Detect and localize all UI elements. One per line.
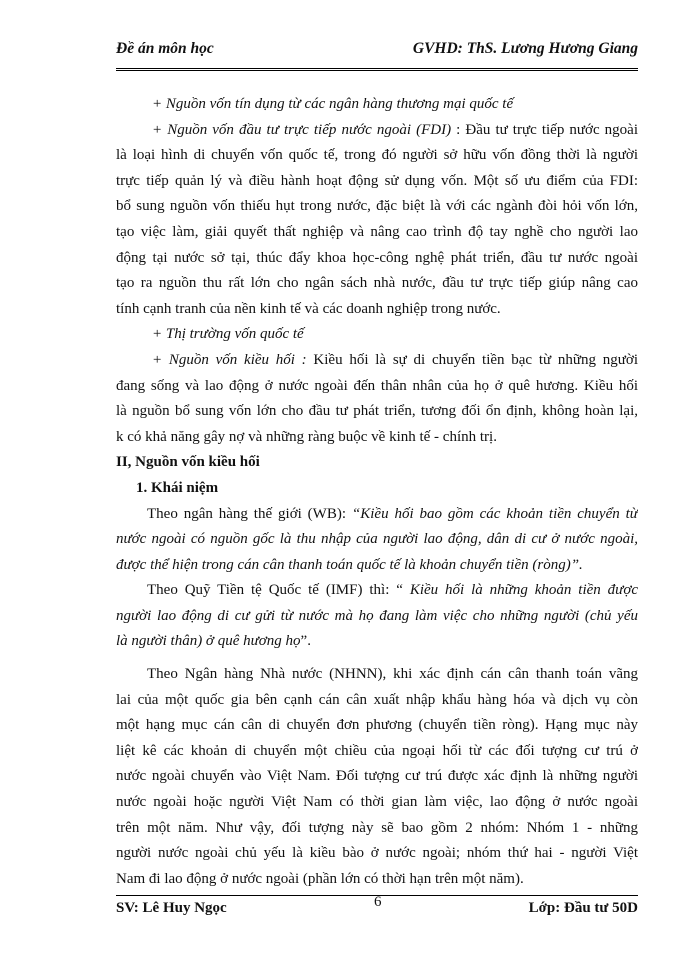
text-line: Theo ngân hàng thế giới (WB): bbox=[147, 505, 352, 522]
page-body bbox=[116, 92, 638, 892]
section-heading: II, Nguồn vốn kiều hối bbox=[116, 454, 260, 471]
paragraph-line: nước ngoài có nguồn gốc là thu nhập của người lao động, dân di cư ở nước ngoài, bbox=[116, 531, 638, 548]
paragraph-line: liệt kê các khoản di chuyển một chiều của ngoại hối từ các đối tượng cư trú ở bbox=[116, 742, 638, 759]
paragraph-line bbox=[116, 348, 638, 374]
paragraph-line: tính cạnh tranh của nền kinh tế và các doanh nghiệp trong nước. bbox=[116, 300, 501, 317]
paragraph-line: là loại hình di chuyển vốn quốc tế, trong đó người sở hữu vốn đồng thời là người bbox=[116, 147, 638, 164]
text-line: Kiều hối là những khoản tiền được bbox=[409, 582, 638, 599]
footer-student: SV: Lê Huy Ngọc bbox=[116, 899, 227, 916]
text-line: + Nguồn vốn kiều hối : bbox=[152, 351, 307, 368]
paragraph-line: một hạng mục cán cân di chuyển đơn phương (chuyển tiền ròng). Hạng mục này bbox=[116, 717, 638, 734]
paragraph-line bbox=[116, 92, 638, 118]
paragraph-line bbox=[116, 578, 638, 604]
header-advisor: GVHD: ThS. Lương Hương Giang bbox=[412, 40, 638, 57]
paragraph-line: + Thị trường vốn quốc tế bbox=[152, 326, 304, 343]
text-line: ”. bbox=[300, 633, 311, 650]
paragraph-line: người nước ngoài chủ yếu là kiều bào ở nước ngoài; nhóm thứ hai - người Việt bbox=[116, 845, 638, 862]
paragraph-line: trên một năm. Như vậy, đối tượng này sẽ bao gồm 2 nhóm: Nhóm 1 - những bbox=[116, 819, 638, 836]
page-footer bbox=[116, 895, 638, 920]
text-line: Theo Quỹ Tiền tệ Quốc tế (IMF) thì: “ bbox=[147, 582, 410, 599]
text-line: + Nguồn vốn tín dụng từ các ngân hàng thương mại quốc tế bbox=[152, 96, 514, 112]
paragraph-line: được thể hiện trong cán cân thanh toán quốc tế là khoản chuyển tiền (ròng)”. bbox=[116, 556, 583, 573]
paragraph-line: là nguồn bổ sung vốn lớn cho đầu tư phát triển, tương đối ổn định, không hoàn lại, bbox=[116, 403, 638, 420]
paragraph-line bbox=[116, 629, 638, 655]
paragraph-line: trực tiếp quản lý và điều hành hoạt động sử dụng vốn. Một số ưu điểm của FDI: bbox=[116, 172, 638, 189]
paragraph-line: k có khả năng gây nợ và những ràng buộc về kinh tế - chính trị. bbox=[116, 428, 497, 445]
paragraph-line: bổ sung nguồn vốn thiếu hụt trong nước, đặc biệt là với các ngành đòi hỏi vốn lớn, bbox=[116, 198, 638, 215]
paragraph-line: nước ngoài hoặc người Việt Nam có thời gian làm việc, lao động ở nước ngoài bbox=[116, 794, 638, 811]
footer-class: Lớp: Đầu tư 50D bbox=[528, 899, 638, 916]
paragraph-line: tạo việc làm, giải quyết thất nghiệp và nâng cao trình độ tay nghề cho người lao bbox=[116, 223, 638, 240]
text-line: Kiều hối là sự di chuyển tiền bạc từ những người bbox=[306, 351, 638, 368]
paragraph-line: lai của một quốc gia bên cạnh cán cân xuất nhập khẩu hàng hóa và dịch vụ còn bbox=[116, 691, 638, 708]
paragraph-line: Nam đi lao động ở nước ngoài (phần lớn có thời hạn trên một năm). bbox=[116, 870, 524, 887]
paragraph-line: Theo Ngân hàng Nhà nước (NHNN), khi xác định cán cân thanh toán vãng bbox=[147, 666, 638, 683]
header-course-title: Đề án môn học bbox=[116, 40, 214, 57]
paragraph-line bbox=[116, 118, 638, 144]
text-line: : Đầu tư trực tiếp nước ngoài bbox=[451, 121, 638, 138]
paragraph-line: động tại nước sở tại, thúc đẩy khoa học-công nghệ phát triển, đầu tư nước ngoài bbox=[116, 249, 638, 266]
paragraph-line: người lao động di cư gửi từ nước mà họ đang làm việc cho những người (chủ yếu bbox=[116, 607, 638, 624]
text-line: + Nguồn vốn đầu tư trực tiếp nước ngoài (FDI) bbox=[152, 121, 452, 138]
page-number: 6 bbox=[374, 894, 382, 910]
paragraph-line bbox=[116, 502, 638, 528]
page-header bbox=[116, 40, 638, 71]
text-line: là người thân) ở quê hương họ bbox=[116, 633, 301, 650]
paragraph-line: nước ngoài chuyển vào Việt Nam. Đối tượng cư trú được xác định là những người bbox=[116, 768, 638, 785]
subsection-heading: 1. Khái niệm bbox=[136, 479, 219, 496]
paragraph-line: đang sống và lao động ở nước ngoài đến thân nhân của họ ở quê hương. Kiều hối bbox=[116, 377, 638, 394]
text-line: “Kiều hối bao gồm các khoản tiền chuyển từ bbox=[351, 505, 638, 522]
paragraph-line: tạo ra nguồn thu rất lớn cho ngân sách nhà nước, đầu tư trực tiếp giúp nâng cao bbox=[116, 275, 638, 292]
